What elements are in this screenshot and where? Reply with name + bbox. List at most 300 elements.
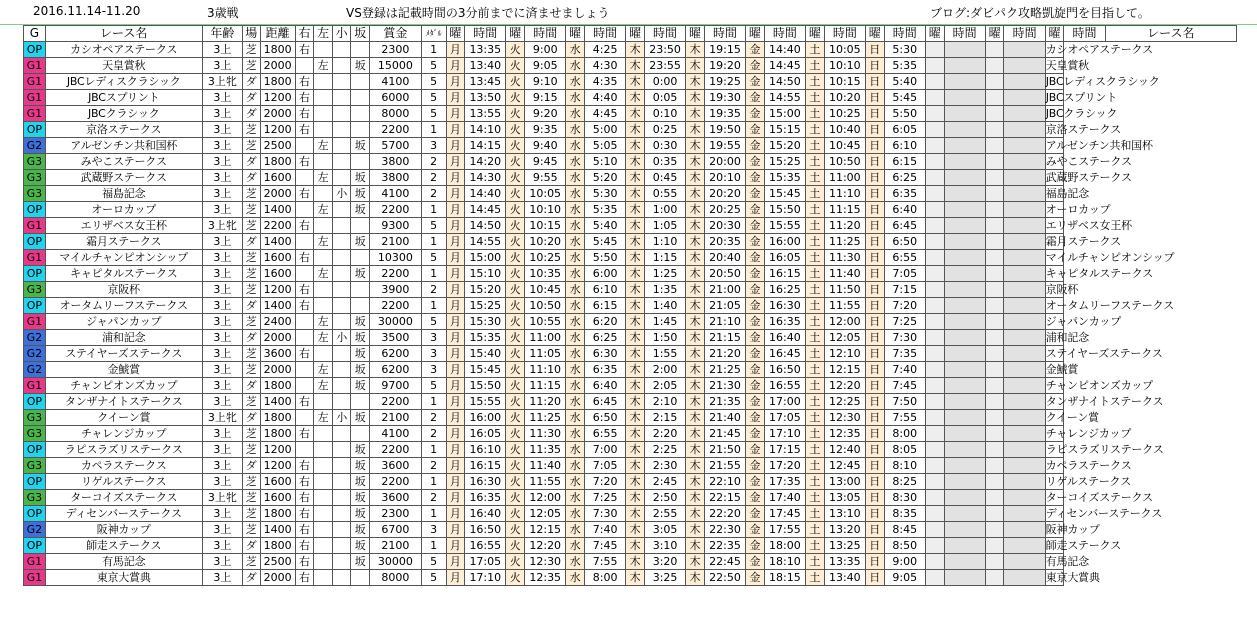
start-time: 16:40 [764,330,805,346]
empty-day [925,74,944,90]
medal-count: 2 [421,170,446,186]
medal-count: 5 [421,106,446,122]
course-left [314,522,333,538]
table-row[interactable] [24,154,1237,170]
surface: ダ [243,170,261,186]
start-time: 11:15 [824,202,865,218]
empty-day [925,458,944,474]
start-time: 0:55 [644,186,685,202]
age-class: 3上 [202,346,242,362]
grade-badge: G3 [24,170,46,186]
day-label: 月 [446,442,465,458]
day-label: 月 [446,218,465,234]
day-label: 火 [506,250,525,266]
race-name: ジャパンカップ [45,314,202,330]
prize-money: 5700 [370,138,422,154]
distance: 2000 [260,362,295,378]
day-label: 金 [746,522,765,538]
column-header: 坂 [351,26,370,42]
distance: 1400 [260,394,295,410]
empty-day [925,426,944,442]
day-label: 水 [566,554,585,570]
day-label: 日 [865,154,884,170]
day-label: 月 [446,202,465,218]
medal-count: 2 [421,410,446,426]
start-time: 14:50 [465,218,506,234]
course-right: 右 [295,490,314,506]
table-row[interactable] [24,282,1237,298]
empty-day [925,538,944,554]
empty-day [985,74,1004,90]
prize-money: 3900 [370,282,422,298]
race-name-right: カペラステークス [1045,459,1132,472]
table-row[interactable] [24,250,1237,266]
start-time: 6:55 [584,426,625,442]
start-time: 3:10 [644,538,685,554]
prize-money: 3500 [370,330,422,346]
prize-money: 2100 [370,410,422,426]
day-label: 木 [686,442,705,458]
course-left: 左 [314,58,333,74]
start-time: 1:45 [644,314,685,330]
empty-day [985,298,1004,314]
empty-time [1004,570,1045,586]
empty-time [1004,442,1045,458]
empty-day [925,282,944,298]
day-label: 金 [746,506,765,522]
day-label: 火 [506,218,525,234]
race-name-right: 福島記念 [1045,187,1089,200]
course-right: 右 [295,122,314,138]
course-right: 右 [295,346,314,362]
day-label: 火 [506,426,525,442]
empty-time [1004,458,1045,474]
grade-badge: G1 [24,314,46,330]
race-name-right: タンザナイトステークス [1045,395,1164,408]
table-row[interactable] [24,218,1237,234]
age-class: 3上 [202,266,242,282]
age-class: 3上 [202,458,242,474]
course-right [295,330,314,346]
course-small [332,426,351,442]
course-right [295,266,314,282]
start-time: 21:20 [704,346,745,362]
race-name: オータムリーフステークス [45,298,202,314]
course-left: 左 [314,202,333,218]
start-time: 7:45 [584,538,625,554]
day-label: 木 [626,346,645,362]
course-right [295,138,314,154]
course-small [332,490,351,506]
course-small [332,474,351,490]
day-label: 日 [865,122,884,138]
distance: 1400 [260,234,295,250]
empty-day [925,122,944,138]
race-name: 阪神カップ [45,522,202,538]
race-name: アルゼンチン共和国杯 [45,138,202,154]
start-time: 8:35 [884,506,925,522]
race-name: ターコイズステークス [45,490,202,506]
day-label: 日 [865,314,884,330]
start-time: 6:35 [584,362,625,378]
start-time: 10:35 [525,266,566,282]
day-label: 月 [446,458,465,474]
start-time: 5:10 [584,154,625,170]
start-time: 1:40 [644,298,685,314]
table-row[interactable] [24,266,1237,282]
start-time: 1:10 [644,234,685,250]
start-time: 21:45 [704,426,745,442]
day-label: 日 [865,234,884,250]
table-row[interactable] [24,90,1237,106]
day-label: 金 [746,426,765,442]
grade-badge: G3 [24,410,46,426]
start-time: 5:40 [884,74,925,90]
table-row[interactable] [24,394,1237,410]
table-row[interactable] [24,314,1237,330]
grade-badge: G3 [24,154,46,170]
day-label: 木 [626,570,645,586]
table-row[interactable] [24,426,1237,442]
day-label: 土 [806,90,825,106]
race-name: 武蔵野ステークス [45,170,202,186]
start-time: 7:30 [584,506,625,522]
table-row[interactable] [24,538,1237,554]
start-time: 10:10 [824,58,865,74]
day-label: 月 [446,90,465,106]
start-time: 12:15 [525,522,566,538]
empty-time [944,218,985,234]
start-time: 20:20 [704,186,745,202]
table-row[interactable] [24,202,1237,218]
day-label: 木 [626,362,645,378]
grade-badge: G1 [24,106,46,122]
day-label: 木 [686,42,705,58]
column-header: 時間 [884,26,925,42]
day-label: 水 [566,458,585,474]
day-label: 金 [746,346,765,362]
table-row[interactable] [24,378,1237,394]
empty-day [925,314,944,330]
start-time: 1:55 [644,346,685,362]
day-label: 月 [446,538,465,554]
table-row[interactable] [24,490,1237,506]
start-time: 1:25 [644,266,685,282]
table-row[interactable] [24,458,1237,474]
day-label: 土 [806,554,825,570]
day-label: 日 [865,266,884,282]
start-time: 7:00 [584,442,625,458]
medal-count: 5 [421,58,446,74]
distance: 2000 [260,186,295,202]
course-left: 左 [314,362,333,378]
table-row[interactable] [24,122,1237,138]
start-time: 16:05 [465,426,506,442]
start-time: 17:55 [764,522,805,538]
start-time: 5:40 [584,218,625,234]
day-label: 日 [865,330,884,346]
table-row[interactable] [24,474,1237,490]
start-time: 19:30 [704,90,745,106]
table-row[interactable] [24,346,1237,362]
surface: ダ [243,234,261,250]
distance: 1400 [260,202,295,218]
start-time: 5:45 [584,234,625,250]
day-label: 火 [506,506,525,522]
day-label: 金 [746,74,765,90]
course-left [314,570,333,586]
course-left: 左 [314,170,333,186]
empty-time [944,538,985,554]
day-label: 木 [686,74,705,90]
table-row[interactable] [24,570,1237,586]
empty-day [985,346,1004,362]
day-label: 木 [686,362,705,378]
start-time: 23:50 [644,42,685,58]
day-label: 火 [506,394,525,410]
start-time: 14:50 [764,74,805,90]
day-label: 土 [806,282,825,298]
day-label: 木 [626,314,645,330]
day-label: 金 [746,202,765,218]
empty-day [925,170,944,186]
grade-badge: OP [24,234,46,250]
start-time: 11:50 [824,282,865,298]
grade-badge: OP [24,42,46,58]
course-slope: 坂 [351,314,370,330]
course-left [314,538,333,554]
distance: 1600 [260,474,295,490]
empty-time [944,122,985,138]
day-label: 木 [626,474,645,490]
distance: 1800 [260,410,295,426]
start-time: 12:30 [525,554,566,570]
day-label: 日 [865,554,884,570]
column-header: レース名 [1105,26,1236,42]
day-label: 木 [626,122,645,138]
prize-money: 2200 [370,202,422,218]
day-label: 水 [566,42,585,58]
column-header: 時間 [1004,26,1045,42]
start-time: 19:20 [704,58,745,74]
start-time: 16:00 [465,410,506,426]
day-label: 金 [746,410,765,426]
table-row[interactable] [24,506,1237,522]
day-label: 日 [865,474,884,490]
start-time: 2:10 [644,394,685,410]
column-header: 曜 [865,26,884,42]
day-label: 金 [746,266,765,282]
medal-count: 5 [421,554,446,570]
empty-time [944,442,985,458]
table-row[interactable] [24,330,1237,346]
day-label: 金 [746,218,765,234]
table-row[interactable] [24,298,1237,314]
day-label: 土 [806,298,825,314]
medal-count: 1 [421,122,446,138]
age-class: 3上 [202,426,242,442]
empty-time [1004,394,1045,410]
course-small [332,570,351,586]
day-label: 木 [686,378,705,394]
course-right: 右 [295,474,314,490]
empty-day [985,522,1004,538]
age-class: 3上 [202,122,242,138]
empty-time [944,346,985,362]
empty-time [1004,90,1045,106]
race-name-right: アルゼンチン共和国杯 [1045,139,1153,152]
medal-count: 5 [421,218,446,234]
course-right: 右 [295,282,314,298]
start-time: 20:10 [704,170,745,186]
table-row[interactable] [24,186,1237,202]
start-time: 2:45 [644,474,685,490]
course-slope: 坂 [351,186,370,202]
course-right: 右 [295,394,314,410]
empty-day [985,570,1004,586]
day-label: 火 [506,74,525,90]
day-label: 月 [446,330,465,346]
start-time: 8:50 [884,538,925,554]
course-left: 左 [314,410,333,426]
age-class: 3上 [202,554,242,570]
race-name: カペラステークス [45,458,202,474]
medal-count: 5 [421,378,446,394]
day-label: 金 [746,538,765,554]
medal-count: 1 [421,538,446,554]
table-row[interactable] [24,138,1237,154]
column-header: 時間 [465,26,506,42]
start-time: 3:20 [644,554,685,570]
surface: 芝 [243,346,261,362]
day-label: 金 [746,442,765,458]
day-label: 火 [506,458,525,474]
start-time: 18:10 [764,554,805,570]
empty-time [1004,234,1045,250]
age-class: 3上 [202,106,242,122]
table-row[interactable] [24,410,1237,426]
race-name: 東京大賞典 [45,570,202,586]
distance: 1800 [260,506,295,522]
table-row[interactable] [24,234,1237,250]
start-time: 16:05 [764,250,805,266]
medal-count: 5 [421,250,446,266]
start-time: 12:15 [824,362,865,378]
table-row[interactable] [24,106,1237,122]
course-left: 左 [314,266,333,282]
race-name-right: カシオペアステークス [1045,43,1153,56]
table-row[interactable] [24,42,1237,58]
distance: 1800 [260,426,295,442]
table-row[interactable] [24,442,1237,458]
grade-badge: G3 [24,490,46,506]
start-time: 13:35 [824,554,865,570]
day-label: 火 [506,122,525,138]
day-label: 水 [566,538,585,554]
empty-day [925,154,944,170]
table-row[interactable] [24,170,1237,186]
start-time: 1:05 [644,218,685,234]
start-time: 11:40 [525,458,566,474]
course-slope: 坂 [351,538,370,554]
day-label: 木 [686,170,705,186]
course-left: 左 [314,234,333,250]
empty-day [925,570,944,586]
start-time: 8:30 [884,490,925,506]
start-time: 1:50 [644,330,685,346]
empty-day [985,218,1004,234]
table-row[interactable] [24,74,1237,90]
day-label: 木 [686,234,705,250]
day-label: 火 [506,154,525,170]
day-label: 金 [746,474,765,490]
start-time: 14:10 [465,122,506,138]
start-time: 5:45 [884,90,925,106]
start-time: 9:35 [525,122,566,138]
day-label: 木 [686,426,705,442]
day-label: 水 [566,314,585,330]
course-left [314,154,333,170]
table-row[interactable] [24,522,1237,538]
course-right [295,234,314,250]
day-label: 水 [566,330,585,346]
empty-time [944,298,985,314]
day-label: 木 [686,474,705,490]
day-label: 金 [746,250,765,266]
empty-day [925,362,944,378]
start-time: 5:35 [884,58,925,74]
start-time: 15:35 [465,330,506,346]
race-name-right: リゲルステークス [1045,475,1132,488]
day-label: 木 [626,138,645,154]
course-small [332,58,351,74]
day-label: 月 [446,58,465,74]
course-right [295,58,314,74]
day-label: 木 [626,170,645,186]
course-small [332,378,351,394]
day-label: 金 [746,154,765,170]
day-label: 火 [506,490,525,506]
grade-badge: G1 [24,570,46,586]
distance: 1600 [260,490,295,506]
registration-notice: VS登録は記載時間の3分前までに済ませましょう [346,6,610,20]
day-label: 日 [865,378,884,394]
grade-badge: G3 [24,282,46,298]
grade-badge: OP [24,266,46,282]
day-label: 火 [506,186,525,202]
blog-link[interactable]: ブログ:ダビパク攻略凱旋門を目指して。 [930,6,1150,20]
start-time: 15:20 [764,138,805,154]
start-time: 19:55 [704,138,745,154]
day-label: 金 [746,570,765,586]
start-time: 6:40 [884,202,925,218]
table-row[interactable] [24,58,1237,74]
column-header: 時間 [644,26,685,42]
empty-time [1004,362,1045,378]
day-label: 火 [506,58,525,74]
table-row[interactable] [24,362,1237,378]
table-row[interactable] [24,554,1237,570]
start-time: 15:15 [764,122,805,138]
start-time: 20:30 [704,218,745,234]
course-slope [351,42,370,58]
start-time: 10:10 [525,202,566,218]
start-time: 4:45 [584,106,625,122]
day-label: 日 [865,138,884,154]
day-label: 金 [746,330,765,346]
start-time: 22:20 [704,506,745,522]
start-time: 8:00 [884,426,925,442]
